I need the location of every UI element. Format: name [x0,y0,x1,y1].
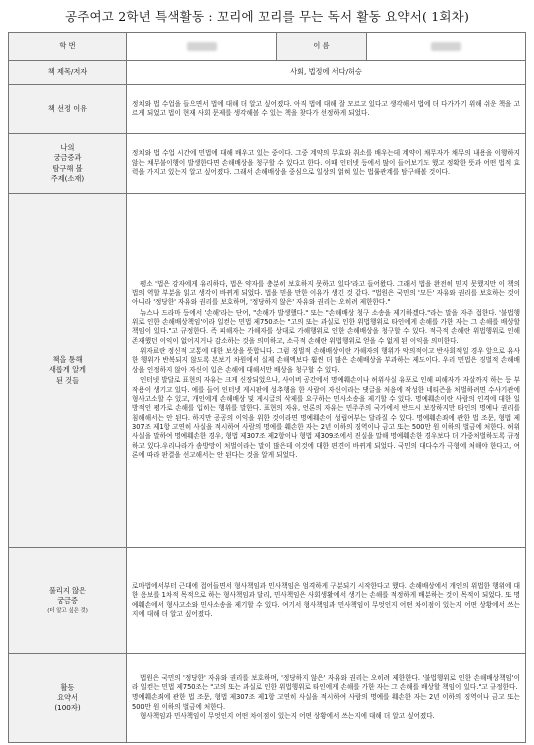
summary-paragraph: 법원은 국민의 '정당한' 자유와 권리를 보호하며, '정당하지 않은' 자유와 권리는 오히려 제한한다. '불법행위로 인한 손해배상책임'이라 일컫는 민법 제750조는 "고의 또는 과실로 인한 위법행위로 타인에게 손해를 가한 자는 그 손해를 배상할 책임이 있다."고 규정한다. [132,673,520,691]
summary-paragraph: 명예훼손죄에 관한 법 조문, 형법 제307조 제1항 고연히 사실을 적시하여 사람의 명예를 훼손한 자는 2년 이하의 징역이나 금고 또는 500만 원 이하의 벌금에 처한다. [132,693,520,711]
learned-paragraph: 인터넷 발달로 표현의 자유는 크게 신장되었으나, 사이버 공간에서 명예훼손이나 허위사실 유포로 인해 피해자가 자살까지 하는 등 부작용이 생기고 있다. 예를 들어 인터넷 게시판에 성추행을 한 사람이 자신이라는 댓글을 처음에 작성한 네티즌을 처벌하려면 수사기관에 형사고소할 수 있고, 개인에게 손해배상 및 게시글의 삭제를 요구하는 민사소송을 제기할 수 있다. 명예훼손이란 사람의 인격에 대한 일방적인 평가로 손해를 입히는 행위를 말한다. 표현의 자유, 언론의 자유는 민주주의 국가에서 반드시 보장하지만 타인의 명예나 권리를 침해해서는 안 된다. 하지만 공공의 이익을 위한 것이라면 명예훼손이 성립여부는 달라질 수 있다. 명예훼손죄에 관한 법 조문, 형법 제307조 제1항 고연히 사실을 적시하여 사람의 명예를 훼손한 자는 2년 이하의 징역이나 금고 또는 500만 원 이하의 벌금에 처한다. 허위사실을 말하여 명예훼손한 경우, 형법 제307조 제2항이나 형법 제309조에서 진실을 말해 명예훼손한 경우보다 더 가중처벌하도록 규정하고 있다.우리나라가 솜방망이 처벌이라는 말이 많은데 이것에 대한 편견이 바뀌게 되었다. 국민의 대다수가 극형에 처해야 한다고, 여론에 따라 판결을 선고해서는 안 된다는 것을 알게 되었다. [132,376,520,460]
learned-text [127,194,526,548]
student-no-label: 학 번 [9,33,127,61]
summary-label-line: 요약서 [57,692,78,702]
book-label: 책 제목/저자 [9,61,127,85]
unresolved-label [9,548,127,654]
topic-label [9,134,127,194]
unresolved-row [9,548,526,654]
learned-label-line: 책을 통해 [52,355,83,365]
learned-paragraph: 위자료란 정신적 고통에 대한 보상을 뜻합니다. 그럼 징벌적 손해배상이란 가해자의 행위가 악의적이고 반사회적일 경우 앞으로 유사한 행위가 반복되지 않도록 본보기 차원에서 실제 손해액보다 훨씬 더 많은 손해배상을 부과하는 제도이다. 우리 민법은 징벌적 손해배상을 인정하지 않아 자신이 입은 손해에 대해서만 배상을 청구할 수 있다. [132,347,520,374]
unresolved-label-line: 풀리지 않은 [48,585,86,595]
unresolved-label-note: (더 알고 싶은 것) [47,607,88,614]
topic-label-line: 탐구해 볼 [52,163,83,173]
summary-row [9,654,526,743]
learned-label-line: 새롭게 알게 [48,365,86,375]
topic-text: 정치와 법 수업 시간에 민법에 대해 배우고 있는 중이다. 그중 계약의 무효와 취소를 배우는데 계약이 채무자가 채무의 내용을 이행하지 않는 채무불이행이 발생한다면 손해배상을 청구할 수 있다고 한다. 이때 인터넷 등에서 많이 들어보기도 했고 정확한 뜻과 어떤 법적 효력을 가지고 있는지 알고 싶어졌다. 그래서 손해배상을 중심으로 일상의 얽혀 있는 법률관계를 탐구해볼 것이다. [127,134,526,194]
learned-label-line: 된 것들 [55,375,80,385]
learned-paragraph: 평소 '법은 강자에게 유리하다, 법은 약자를 충분히 보호하지 못하고 있다'라고 들어왔다. 그래서 법을 완전히 믿지 못했지만 이 책의 법의 역할 부분을 읽고 생각이 바뀌게 되었다. 법을 믿을 만한 이유가 생긴 것 같다. "법원은 국민의 '모든' 자유와 권리를 보호하는 것이 아니라 '정당한' 자유와 권리를 보호하며, '정당하지 않은' 자유와 권리는 오히려 제한한다." [132,279,520,307]
topic-row [9,134,526,194]
redacted-name [431,42,461,51]
topic-label-line: 주제(소재) [50,173,85,183]
student-no-value [127,33,277,61]
activity-form-table [8,32,526,743]
redacted-student-no [187,42,217,51]
summary-text [127,654,526,743]
reason-label: 책 선정 이유 [9,85,127,134]
reason-row [9,85,526,134]
learned-row [9,194,526,548]
topic-label-line: 궁금증과 [53,153,82,163]
book-row [9,61,526,85]
summary-label-line: 활동 [60,682,75,692]
book-value: 사회, 법정에 서다/허승 [127,61,526,85]
name-label: 이 름 [277,33,367,61]
reason-text: 정치와 법 수업을 들으면서 법에 대해 더 알고 싶어졌다. 아직 법에 대해 잘 모르고 있다고 생각해서 법에 더 다가가기 위해 쉬운 책을 고르게 되었고 법이 현재 사회 문제를 생각해볼 수 있는 책을 찾다가 선정하게 되었다. [127,85,526,134]
unresolved-label-line: 궁금증 [57,595,78,605]
topic-label-line: 나의 [60,143,75,153]
learned-paragraph: 뉴스나 드라마 등에서 '손해'라는 단어, "손해가 발생했다." 또는 "손해배상 청구 소송을 제기하겠다."라는 말을 자주 접한다. '불법행위로 인한 손해배상책임'이라 일컫는 민법 제750조는 "고의 또는 과실로 인한 위법행위로 타인에게 손해를 가한 자는 그 손해를 배상할 책임이 있다."고 규정한다. 즉 피해자는 가해자를 상대로 가해행위로 인한 손해배상을 청구할 수 있다. 적극적 손해란 위법행위로 인해 존재했던 이익이 없어지거나 감소하는 것을 의미하고, 소극적 손해란 위법행위로 얻을 수 없게 된 이익을 의미한다. [132,308,520,345]
name-value [367,33,526,61]
summary-paragraph: 형사책임과 민사책임이 무엇인지 어떤 차이점이 있는지 어떤 상황에서 쓰는지에 대해 더 알고 싶어졌다. [140,712,435,721]
summary-label-line: (100자) [54,703,81,713]
page-title: 공주여고 2학년 특색활동 : 꼬리에 꼬리를 무는 독서 활동 요약서( 1회차) [64,9,470,24]
student-info-row [9,33,526,61]
learned-label [9,194,127,548]
summary-label [9,654,127,743]
unresolved-text: 로마법에서부터 근대에 접어들면서 형사책임과 민사책임은 엄격하게 구분되기 시작한다고 했다. 손해배상에서 개인의 위법한 행위에 대한 응보를 1차적 목적으로 하는 형사책임과 달리, 민사책임은 사회생활에서 생기는 손해를 적정하게 배분하는 것이 목적이 되었다. 또 명예훼손에서 형사고소와 민사소송을 제기할 수 있다. 여기서 형사책임과 민사책임이 무엇인지 어떤 차이점이 있는지 어떤 상황에서 쓰는지에 대해 더 알고 싶어졌다. [127,548,526,654]
